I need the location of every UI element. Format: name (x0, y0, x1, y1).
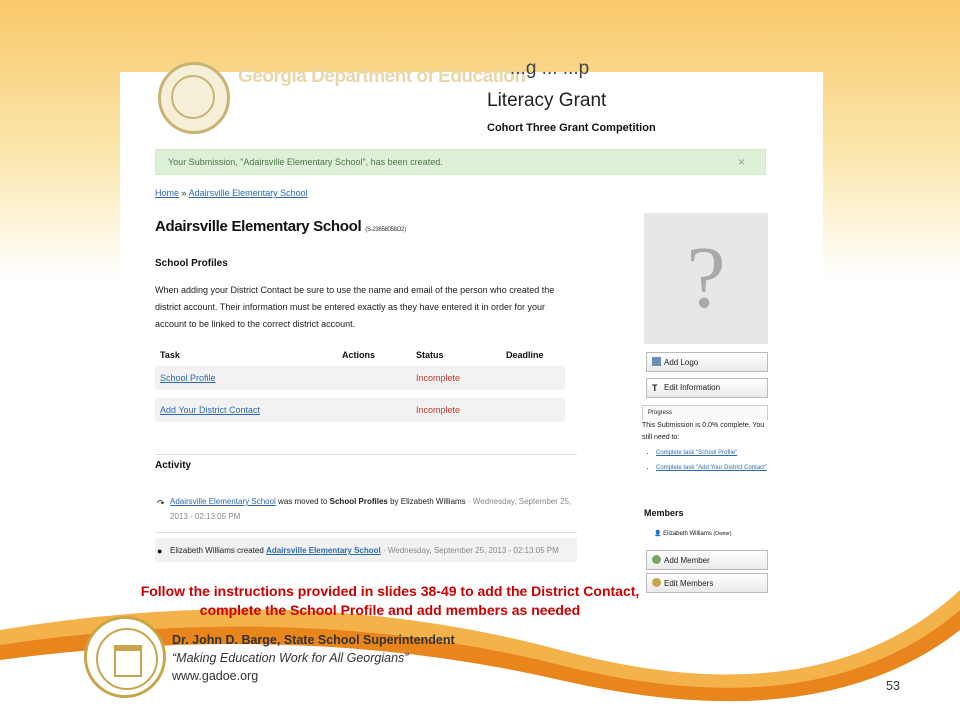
member-row (654, 530, 732, 537)
col-deadline: Deadline (506, 350, 544, 360)
task-link-school-profile[interactable]: School Profile (160, 373, 216, 383)
activity-heading: Activity (155, 460, 192, 471)
school-id: (S-23658058O2) (365, 227, 406, 233)
activity-date: · Wednesday, September 25, 2013 - 02:13:05 PM (170, 497, 572, 521)
activity-bold: School Profiles (329, 497, 388, 506)
tasks-table (155, 344, 565, 422)
members-heading: Members (644, 508, 684, 518)
todo-link-school-profile[interactable]: Complete task "School Profile" (656, 450, 738, 456)
alert-message: Your Submission, "Adairsville Elementary School", has been created. (168, 157, 443, 167)
activity-divider (155, 532, 577, 533)
table-row (155, 398, 565, 422)
activity-divider (155, 454, 577, 455)
member-name: Elizabeth Williams (663, 531, 712, 537)
edit-info-label: Edit Information (664, 383, 721, 392)
add-member-label: Add Member (664, 556, 710, 565)
progress-panel (642, 405, 768, 477)
breadcrumb-school-link[interactable]: Adairsville Elementary School (188, 188, 308, 198)
todo-list (642, 447, 768, 474)
task-status: Incomplete (411, 366, 501, 390)
logo-placeholder: ? (644, 213, 768, 344)
moved-arrow-icon: ↷ (157, 498, 165, 508)
footer-url: www.gadoe.org (172, 669, 259, 683)
task-status: Incomplete (411, 398, 501, 422)
table-row (155, 366, 565, 390)
task-deadline (501, 366, 565, 390)
progress-text: This Submission is 0.0% complete. You still need to: (642, 422, 765, 441)
profiles-description: When adding your District Contact be sure to use the name and email of the person who created the district account. Their information must be entered exactly as they have entered it in order for your account to be linked to the correct district account. (155, 285, 555, 329)
list-item (656, 447, 768, 459)
breadcrumb (155, 188, 308, 198)
dept-name-logo: Georgia Department of Education (238, 66, 526, 87)
school-profiles-heading: School Profiles (155, 258, 228, 269)
page-title: Literacy Grant (487, 90, 607, 111)
add-logo-label: Add Logo (664, 358, 699, 367)
col-actions: Actions (342, 350, 376, 360)
add-user-icon (652, 555, 661, 564)
activity-item (155, 494, 577, 524)
col-task: Task (160, 350, 180, 360)
progress-label: Progress (642, 405, 768, 420)
slide-instruction: Follow the instructions provided in slides 38-49 to add the District Contact, complete the School Profile and add members as needed (140, 583, 640, 618)
text-t-icon: T (652, 383, 658, 393)
gadoe-seal-logo (158, 62, 230, 134)
user-icon: 👤 (654, 531, 662, 537)
member-role: (Owner) (713, 531, 732, 537)
success-alert (155, 149, 766, 175)
footer-slogan: “Making Education Work for All Georgians” (172, 651, 409, 665)
breadcrumb-separator: » (181, 188, 187, 198)
gadoe-seal-footer (84, 616, 166, 698)
edit-information-button[interactable] (646, 378, 768, 398)
add-logo-button[interactable] (646, 352, 768, 372)
task-actions (337, 398, 411, 422)
task-link-district-contact[interactable]: Add Your District Contact (160, 405, 261, 415)
screenshot-panel (120, 58, 823, 592)
edit-members-label: Edit Members (664, 579, 714, 588)
activity-date: · Wednesday, September 25, 2013 - 02:13:05 PM (380, 546, 559, 555)
bullet-icon: ● (157, 546, 163, 556)
slide-page-number: 53 (886, 679, 900, 693)
col-status: Status (416, 350, 444, 360)
breadcrumb-home-link[interactable]: Home (155, 188, 180, 198)
activity-text: Elizabeth Williams created (170, 546, 267, 555)
clipped-title: ...g ... ...p (510, 58, 590, 79)
task-actions (337, 366, 411, 390)
image-icon (652, 357, 661, 366)
list-item (656, 462, 768, 474)
activity-item (155, 538, 577, 562)
edit-members-button[interactable] (646, 573, 768, 593)
todo-link-district-contact[interactable]: Complete task "Add Your District Contact" (656, 465, 767, 471)
activity-text: was moved to (275, 497, 330, 506)
tasks-header-row (155, 344, 565, 366)
footer-superintendent: Dr. John D. Barge, State School Superintendent (172, 633, 455, 647)
school-name: Adairsville Elementary School (155, 218, 362, 235)
task-deadline (501, 398, 565, 422)
page-subtitle: Cohort Three Grant Competition (487, 122, 656, 134)
activity-text: by Elizabeth Williams (387, 497, 466, 506)
add-member-button[interactable] (646, 550, 768, 570)
school-heading (155, 218, 406, 235)
activity-school-link[interactable]: Adairsville Elementary School (266, 546, 381, 555)
activity-school-link[interactable]: Adairsville Elementary School (170, 497, 276, 506)
close-icon[interactable]: × (737, 155, 745, 169)
